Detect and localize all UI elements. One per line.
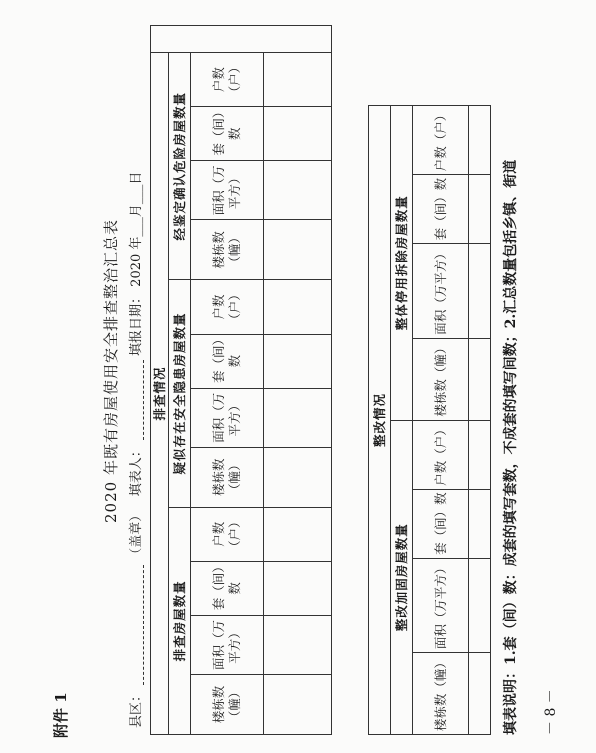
group-suspected-hazard-houses: 疑似存在安全隐患房屋数量 xyxy=(169,280,191,507)
group-demolished-houses: 整体停用拆除房屋数量 xyxy=(391,106,413,421)
inspection-caption: 排查情况 xyxy=(151,53,169,735)
fill-instructions: 填表说明：1.套（间）数：成套的填写套数，不成套的填写间数；2.汇总数量包括乡镇、街道 xyxy=(503,159,519,735)
data-cell[interactable] xyxy=(469,653,491,735)
col-header: 楼栋数（幢） xyxy=(191,675,263,735)
data-cell[interactable] xyxy=(263,507,331,561)
page-number: － 8 － xyxy=(543,689,559,735)
col-header: 面积（万平方） xyxy=(191,615,263,674)
inspection-table xyxy=(150,25,332,735)
col-header: 面积（万平方） xyxy=(413,244,469,339)
preparer-label: 填表人： xyxy=(129,444,144,497)
col-header: 面积（万平方） xyxy=(191,161,263,220)
group-reinforced-houses: 整改加固房屋数量 xyxy=(391,420,413,734)
county-label: 县区： xyxy=(129,688,144,728)
date-label: 填报日期： xyxy=(129,290,144,356)
data-cell[interactable] xyxy=(263,220,331,280)
county-field[interactable] xyxy=(143,565,144,685)
data-cell[interactable] xyxy=(263,561,331,615)
data-cell[interactable] xyxy=(263,615,331,674)
data-cell[interactable] xyxy=(469,244,491,339)
data-cell[interactable] xyxy=(469,175,491,244)
col-header: 套（间）数 xyxy=(413,489,469,558)
col-header: 楼栋数（幢） xyxy=(191,220,263,280)
data-cell[interactable] xyxy=(263,161,331,220)
data-cell[interactable] xyxy=(263,334,331,388)
form-info-line xyxy=(125,172,144,728)
group-confirmed-dangerous-houses: 经鉴定确认危险房屋数量 xyxy=(169,53,191,280)
data-cell[interactable] xyxy=(469,558,491,653)
col-header: 户数（户） xyxy=(191,53,263,107)
col-header: 面积（万平方） xyxy=(413,558,469,653)
data-cell[interactable] xyxy=(469,106,491,175)
col-header: 户数（户） xyxy=(413,420,469,489)
data-cell[interactable] xyxy=(263,675,331,735)
data-cell[interactable] xyxy=(263,53,331,107)
data-cell[interactable] xyxy=(469,420,491,489)
date-value: 2020 年___月___日 xyxy=(129,171,144,287)
col-header: 套（间）数 xyxy=(191,561,263,615)
col-header: 套（间）数 xyxy=(191,334,263,388)
col-header: 楼栋数（幢） xyxy=(413,338,469,420)
rectification-caption: 整改情况 xyxy=(369,106,391,735)
data-cell[interactable] xyxy=(469,489,491,558)
inspection-extra-cell xyxy=(151,26,332,53)
data-cell[interactable] xyxy=(263,388,331,447)
col-header: 楼栋数（幢） xyxy=(413,653,469,735)
preparer-field[interactable] xyxy=(143,360,144,440)
col-header: 套（间）数 xyxy=(413,175,469,244)
data-cell[interactable] xyxy=(263,447,331,507)
attachment-label: 附件 1 xyxy=(52,692,70,738)
seal-label: （盖章） xyxy=(129,508,144,561)
col-header: 户数（户） xyxy=(191,280,263,334)
data-cell[interactable] xyxy=(469,338,491,420)
data-cell[interactable] xyxy=(263,280,331,334)
document-title: 2020 年既有房屋使用安全排查整治汇总表 xyxy=(102,219,120,523)
col-header: 套（间）数 xyxy=(191,107,263,161)
col-header: 楼栋数（幢） xyxy=(191,447,263,507)
data-cell[interactable] xyxy=(263,107,331,161)
rectification-table xyxy=(368,105,491,735)
group-inspected-houses: 排查房屋数量 xyxy=(169,507,191,734)
col-header: 户数（户） xyxy=(413,106,469,175)
col-header: 户数（户） xyxy=(191,507,263,561)
col-header: 面积（万平方） xyxy=(191,388,263,447)
